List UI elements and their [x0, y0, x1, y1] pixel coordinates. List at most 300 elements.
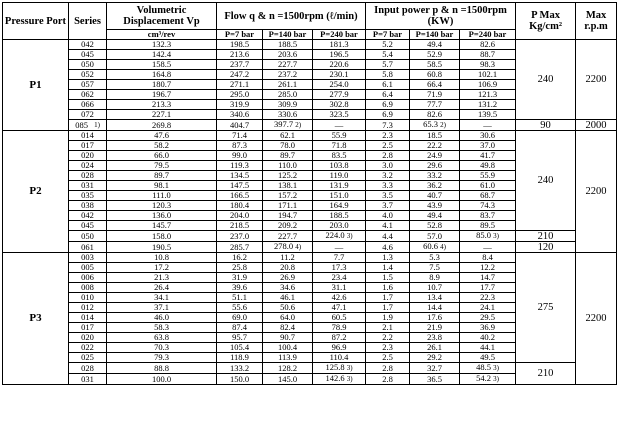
cell-value: 340.6: [229, 109, 250, 119]
power-p7-cell: [366, 110, 410, 120]
series-cell: [69, 221, 107, 231]
flow-p7-cell: [217, 253, 263, 263]
cell-value: 88.8: [154, 362, 169, 373]
header-power-p140: P=140 bar: [410, 30, 460, 40]
header-series: Series: [69, 3, 107, 40]
cell-value: 4.0: [382, 210, 393, 220]
power-p140-cell: [410, 221, 460, 231]
flow-p240-cell: [313, 141, 366, 151]
cell-value: 66.4: [427, 79, 442, 89]
cell-value: 190.5: [151, 241, 172, 252]
cell-value: 2.8: [382, 362, 393, 373]
cell-value: 29.2: [427, 352, 442, 362]
flow-p240-cell: [313, 323, 366, 333]
displacement-cell: [107, 110, 217, 120]
cell-value: 1.5: [382, 272, 393, 282]
cell-value: 6.1: [382, 79, 393, 89]
cell-value: 5.7: [382, 59, 393, 69]
p-max-cell: 240: [516, 131, 576, 231]
cell-value: 158.0: [151, 230, 172, 241]
cell-value: 83.5: [331, 150, 347, 160]
footnote-marker: 2): [440, 121, 446, 129]
cell-value: 82.6: [427, 109, 442, 119]
max-rpm-cell: 2200: [576, 253, 617, 385]
series-value: 020: [81, 332, 94, 342]
cell-value: 269.8: [151, 119, 172, 130]
flow-p240-cell: [313, 283, 366, 293]
cell-value: 78.0: [280, 140, 295, 150]
power-p240-cell: [460, 40, 516, 50]
series-cell: [69, 353, 107, 363]
cell-value: 29.5: [480, 312, 495, 322]
max-rpm-cell: 2200: [576, 131, 617, 253]
cell-value: 131.2: [477, 99, 498, 109]
flow-p240-cell: [313, 151, 366, 161]
flow-p140-cell: [263, 90, 313, 100]
footnote-marker: 4): [295, 243, 302, 251]
series-cell: [69, 50, 107, 60]
cell-value: 237.7: [229, 59, 250, 69]
cell-value: 12.2: [480, 262, 495, 272]
power-p7-cell: [366, 313, 410, 323]
header-p-max: P Max Kg/cm²: [516, 3, 576, 40]
cell-value: 131.9: [329, 180, 349, 190]
header-power-p7: P=7 bar: [366, 30, 410, 40]
flow-p7-cell: [217, 231, 263, 242]
flow-p240-cell: [313, 221, 366, 231]
flow-p140-cell: [263, 293, 313, 303]
table-row: [3, 253, 617, 263]
cell-value: 2.5: [382, 140, 393, 150]
power-p240-cell: [460, 293, 516, 303]
flow-p7-cell: [217, 50, 263, 60]
power-p140-cell: [410, 273, 460, 283]
cell-value: 3.0: [382, 160, 393, 170]
cell-value: 42.6: [331, 292, 347, 302]
flow-p240-cell: [313, 100, 366, 110]
cell-value: 46.0: [154, 312, 169, 322]
pressure-port-cell: P2: [3, 131, 69, 253]
series-value: 072: [81, 109, 94, 119]
cell-value: 1.7: [382, 292, 393, 302]
power-p240-cell: [460, 333, 516, 343]
flow-p140-cell: [263, 181, 313, 191]
series-cell: [69, 263, 107, 273]
flow-p7-cell: [217, 273, 263, 283]
header-volumetric-displacement: Volumetric Displacement Vp: [107, 3, 217, 30]
displacement-cell: [107, 293, 217, 303]
cell-value: 157.2: [277, 190, 298, 200]
flow-p140-cell: [263, 141, 313, 151]
cell-value: 5.4: [382, 49, 393, 59]
series-value: 012: [81, 302, 94, 312]
power-p240-cell: [460, 253, 516, 263]
series-value: 085: [75, 119, 88, 130]
power-p7-cell: [366, 263, 410, 273]
cell-value: 138.1: [277, 180, 298, 190]
cell-value: 99.0: [232, 150, 247, 160]
series-cell: [69, 231, 107, 242]
cell-value: 218.5: [229, 220, 250, 230]
flow-p240-cell: [313, 171, 366, 181]
power-p240-cell: [460, 131, 516, 141]
power-p240-cell: [460, 363, 516, 374]
cell-value: 89.7: [280, 150, 295, 160]
power-p240-cell: [460, 242, 516, 253]
flow-p7-cell: [217, 303, 263, 313]
displacement-cell: [107, 283, 217, 293]
power-p140-cell: [410, 363, 460, 374]
flow-p7-cell: [217, 110, 263, 120]
p-max-cell: 240: [516, 40, 576, 120]
power-p140-cell: [410, 283, 460, 293]
flow-p240-cell: [313, 110, 366, 120]
cell-value: 58.2: [154, 140, 169, 150]
flow-p240-cell: [313, 231, 366, 242]
flow-p240-cell: [313, 181, 366, 191]
flow-p7-cell: [217, 283, 263, 293]
displacement-cell: [107, 221, 217, 231]
flow-p240-cell: [313, 70, 366, 80]
cell-value: 285.7: [229, 241, 250, 252]
cell-value: 227.7: [277, 230, 298, 241]
power-p7-cell: [366, 40, 410, 50]
cell-value: 227.7: [277, 59, 298, 69]
flow-p140-cell: [263, 313, 313, 323]
cell-value: 78.9: [331, 322, 347, 332]
cell-value: 55.9: [331, 130, 347, 140]
power-p140-cell: [410, 343, 460, 353]
power-p240-cell: [460, 90, 516, 100]
flow-p140-cell: [263, 343, 313, 353]
cell-value: 98.1: [154, 180, 169, 190]
cell-value: 39.6: [232, 282, 247, 292]
p-max-cell: 120: [516, 242, 576, 253]
flow-p140-cell: [263, 100, 313, 110]
p-max-cell: 90: [516, 120, 576, 131]
cell-value: 1.9: [382, 312, 393, 322]
cell-value: 209.2: [277, 220, 298, 230]
series-value: 014: [81, 130, 94, 140]
cell-value: —: [483, 241, 492, 252]
header-vol-unit: cm³/rev: [107, 30, 217, 40]
cell-value: 77.7: [427, 99, 442, 109]
cell-value: 309.9: [277, 99, 298, 109]
flow-p240-cell: [313, 242, 366, 253]
flow-p240-cell: [313, 120, 366, 131]
cell-value: 247.2: [229, 69, 250, 79]
power-p7-cell: [366, 70, 410, 80]
cell-value: 3.5: [382, 190, 393, 200]
power-p240-cell: [460, 141, 516, 151]
series-cell: [69, 120, 107, 131]
power-p7-cell: [366, 201, 410, 211]
displacement-cell: [107, 171, 217, 181]
cell-value: 132.3: [151, 39, 172, 49]
flow-p240-cell: [313, 263, 366, 273]
flow-p240-cell: [313, 293, 366, 303]
cell-value: 194.7: [277, 210, 298, 220]
cell-value: 150.0: [229, 373, 250, 384]
cell-value: 278.0: [273, 241, 294, 251]
cell-value: 24.1: [480, 302, 495, 312]
series-cell: [69, 181, 107, 191]
cell-value: 31.1: [331, 282, 347, 292]
power-p140-cell: [410, 181, 460, 191]
cell-value: 105.4: [229, 342, 250, 352]
series-cell: [69, 171, 107, 181]
table-row: [3, 131, 617, 141]
cell-value: 65.3: [423, 119, 438, 129]
header-flow: Flow q & n =1500rpm (ℓ/min): [217, 3, 366, 30]
max-rpm-cell: 2200: [576, 40, 617, 120]
cell-value: 4.4: [382, 230, 393, 241]
power-p240-cell: [460, 343, 516, 353]
cell-value: 16.2: [232, 252, 247, 262]
cell-value: 47.1: [331, 302, 347, 312]
power-p7-cell: [366, 363, 410, 374]
flow-p140-cell: [263, 263, 313, 273]
flow-p240-cell: [313, 253, 366, 263]
cell-value: 34.6: [280, 282, 295, 292]
flow-p240-cell: [313, 211, 366, 221]
power-p240-cell: [460, 231, 516, 242]
displacement-cell: [107, 363, 217, 374]
cell-value: 18.5: [427, 130, 442, 140]
cell-value: 88.7: [480, 49, 495, 59]
flow-p140-cell: [263, 131, 313, 141]
cell-value: 89.5: [480, 220, 495, 230]
power-p140-cell: [410, 323, 460, 333]
cell-value: —: [483, 119, 492, 130]
cell-value: 30.6: [480, 130, 495, 140]
cell-value: 17.2: [154, 262, 169, 272]
cell-value: 98.3: [480, 59, 495, 69]
flow-p140-cell: [263, 201, 313, 211]
series-value: 042: [81, 39, 94, 49]
power-p7-cell: [366, 90, 410, 100]
power-p140-cell: [410, 293, 460, 303]
header-flow-p240: P=240 bar: [313, 30, 366, 40]
cell-value: 32.7: [427, 362, 442, 373]
flow-p140-cell: [263, 191, 313, 201]
footnote-marker: 4): [440, 243, 446, 251]
cell-value: 46.1: [280, 292, 295, 302]
series-value: 006: [81, 272, 94, 282]
cell-value: 68.7: [480, 190, 495, 200]
cell-value: 119.0: [329, 170, 349, 180]
cell-value: 237.0: [229, 230, 250, 241]
power-p240-cell: [460, 323, 516, 333]
series-value: 050: [81, 230, 94, 241]
cell-value: 121.3: [477, 89, 498, 99]
cell-value: 17.6: [427, 312, 442, 322]
cell-value: 198.5: [229, 39, 250, 49]
cell-value: 145.0: [277, 373, 298, 384]
power-p7-cell: [366, 151, 410, 161]
power-p7-cell: [366, 323, 410, 333]
flow-p7-cell: [217, 151, 263, 161]
displacement-cell: [107, 80, 217, 90]
power-p140-cell: [410, 263, 460, 273]
cell-value: 23.8: [427, 332, 442, 342]
flow-p240-cell: [313, 80, 366, 90]
power-p140-cell: [410, 120, 460, 131]
cell-value: 100.4: [277, 342, 298, 352]
cell-value: 74.3: [480, 200, 495, 210]
displacement-cell: [107, 343, 217, 353]
cell-value: 58.3: [154, 322, 169, 332]
power-p140-cell: [410, 161, 460, 171]
spec-table-body: [3, 40, 617, 385]
header-flow-p7: P=7 bar: [217, 30, 263, 40]
cell-value: 61.0: [480, 180, 495, 190]
cell-value: 261.1: [277, 79, 298, 89]
flow-p7-cell: [217, 161, 263, 171]
cell-value: 8.4: [482, 252, 493, 262]
power-p7-cell: [366, 231, 410, 242]
cell-value: 110.4: [329, 352, 349, 362]
flow-p240-cell: [313, 131, 366, 141]
cell-value: 96.9: [331, 342, 347, 352]
p-max-cell: 210: [516, 363, 576, 385]
flow-p140-cell: [263, 221, 313, 231]
flow-p240-cell: [313, 353, 366, 363]
table-row: [3, 120, 617, 131]
header-input-power: Input power p & n =1500rpm (KW): [366, 3, 516, 30]
flow-p140-cell: [263, 253, 313, 263]
flow-p140-cell: [263, 353, 313, 363]
power-p240-cell: [460, 70, 516, 80]
cell-value: 5.8: [382, 69, 393, 79]
power-p140-cell: [410, 90, 460, 100]
series-cell: [69, 253, 107, 263]
cell-value: 23.4: [331, 272, 347, 282]
flow-p7-cell: [217, 242, 263, 253]
cell-value: 118.9: [230, 352, 249, 362]
cell-value: 100.0: [151, 373, 172, 384]
displacement-cell: [107, 231, 217, 242]
series-cell: [69, 333, 107, 343]
flow-p240-cell: [313, 333, 366, 343]
cell-value: —: [334, 119, 344, 130]
footnote-marker: 3): [346, 232, 353, 240]
power-p240-cell: [460, 273, 516, 283]
series-value: 014: [81, 312, 94, 322]
displacement-cell: [107, 253, 217, 263]
series-value: 042: [81, 210, 94, 220]
series-cell: [69, 191, 107, 201]
series-cell: [69, 283, 107, 293]
flow-p140-cell: [263, 242, 313, 253]
cell-value: 397.7: [273, 119, 294, 129]
displacement-cell: [107, 100, 217, 110]
cell-value: 213.6: [229, 49, 250, 59]
cell-value: 40.2: [480, 332, 495, 342]
series-value: 061: [81, 241, 94, 252]
cell-value: 14.7: [480, 272, 495, 282]
series-value: 062: [81, 89, 94, 99]
series-cell: [69, 141, 107, 151]
cell-value: 7.5: [429, 262, 440, 272]
cell-value: 166.5: [229, 190, 250, 200]
power-p140-cell: [410, 303, 460, 313]
power-p7-cell: [366, 120, 410, 131]
header-max-rpm: Max r.p.m: [576, 3, 617, 40]
cell-value: 43.9: [427, 200, 442, 210]
flow-p240-cell: [313, 60, 366, 70]
series-cell: [69, 60, 107, 70]
series-value: 050: [81, 59, 94, 69]
flow-p240-cell: [313, 343, 366, 353]
series-value: 066: [81, 99, 94, 109]
power-p240-cell: [460, 171, 516, 181]
power-p140-cell: [410, 242, 460, 253]
flow-p140-cell: [263, 231, 313, 242]
power-p7-cell: [366, 273, 410, 283]
power-p140-cell: [410, 131, 460, 141]
flow-p7-cell: [217, 120, 263, 131]
flow-p140-cell: [263, 171, 313, 181]
cell-value: 6.9: [382, 99, 393, 109]
flow-p7-cell: [217, 353, 263, 363]
cell-value: 254.0: [329, 79, 349, 89]
footnote-marker: 1): [94, 120, 100, 129]
cell-value: 2.1: [382, 322, 393, 332]
series-cell: [69, 343, 107, 353]
power-p7-cell: [366, 253, 410, 263]
flow-p7-cell: [217, 263, 263, 273]
flow-p7-cell: [217, 100, 263, 110]
power-p240-cell: [460, 80, 516, 90]
series-value: 031: [81, 373, 94, 384]
cell-value: 62.1: [280, 130, 295, 140]
flow-p240-cell: [313, 50, 366, 60]
power-p7-cell: [366, 100, 410, 110]
cell-value: 51.1: [232, 292, 247, 302]
series-value: 017: [81, 322, 94, 332]
cell-value: 230.1: [329, 69, 349, 79]
series-value: 057: [81, 79, 94, 89]
footnote-marker: 2): [295, 121, 302, 129]
series-value: 005: [81, 262, 94, 272]
cell-value: 5.2: [382, 39, 393, 49]
power-p7-cell: [366, 303, 410, 313]
cell-value: 136.0: [151, 210, 172, 220]
flow-p7-cell: [217, 333, 263, 343]
series-cell: [69, 303, 107, 313]
power-p7-cell: [366, 343, 410, 353]
power-p140-cell: [410, 374, 460, 385]
cell-value: 1.3: [382, 252, 393, 262]
flow-p7-cell: [217, 343, 263, 353]
cell-value: 21.9: [427, 322, 442, 332]
cell-value: 203.6: [277, 49, 298, 59]
displacement-cell: [107, 273, 217, 283]
cell-value: 60.8: [427, 69, 442, 79]
power-p7-cell: [366, 374, 410, 385]
cell-value: 37.0: [480, 140, 495, 150]
power-p240-cell: [460, 120, 516, 131]
series-cell: [69, 211, 107, 221]
series-cell: [69, 90, 107, 100]
flow-p7-cell: [217, 363, 263, 374]
power-p7-cell: [366, 293, 410, 303]
displacement-cell: [107, 70, 217, 80]
series-value: 017: [81, 140, 94, 150]
cell-value: 26.1: [427, 342, 442, 352]
power-p140-cell: [410, 201, 460, 211]
